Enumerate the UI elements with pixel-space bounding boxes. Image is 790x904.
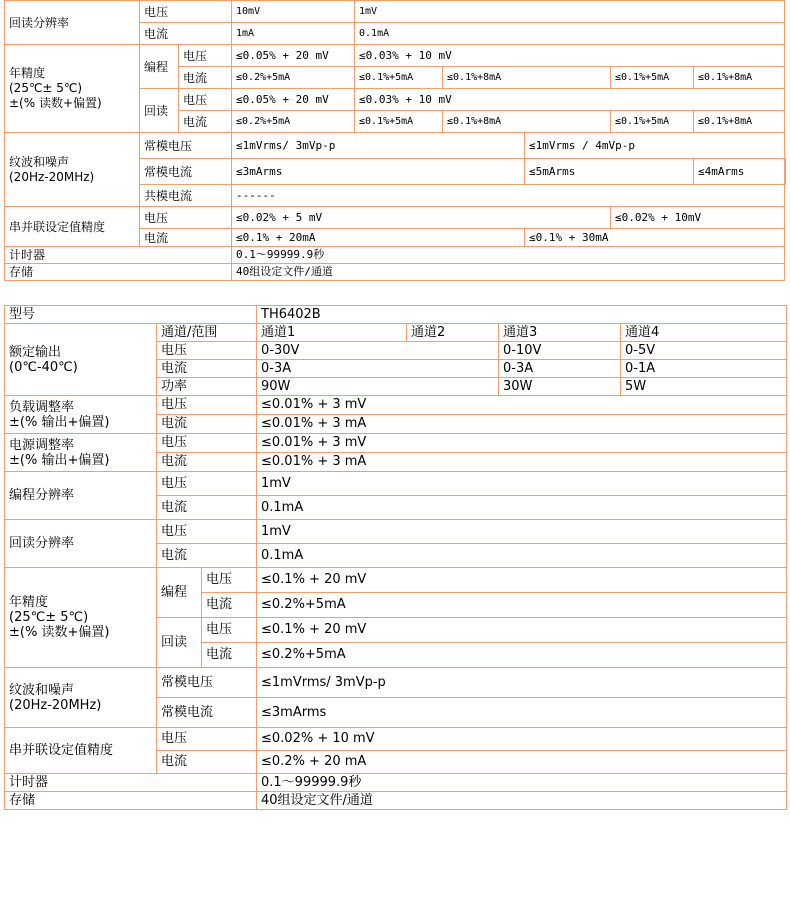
value-cell: 5W xyxy=(621,378,787,396)
value-cell: 0.1mA xyxy=(257,544,787,568)
value-cell: ≤0.2%+5mA xyxy=(232,111,355,133)
value-cell: 1mV xyxy=(355,1,785,23)
label-line: ±(% 读数+偏置) xyxy=(9,625,110,640)
value-cell: ≤0.01% + 3 mA xyxy=(257,415,787,434)
value-cell: 90W xyxy=(257,378,499,396)
param-current: 电流 xyxy=(157,360,257,378)
label-line: ±(% 输出+偏置) xyxy=(9,452,110,468)
sub-label-readback: 回读 xyxy=(140,89,179,133)
value-cell: ≤0.1% + 20mA xyxy=(232,229,525,247)
table-row xyxy=(5,264,786,281)
value-cell: 0.1mA xyxy=(355,23,785,45)
channel-1-header: 通道1 xyxy=(257,324,407,342)
param-voltage: 电压 xyxy=(157,728,257,751)
param-voltage: 电压 xyxy=(202,618,257,643)
table-row xyxy=(5,774,787,792)
channel-2-header: 通道2 xyxy=(407,324,499,342)
param-current: 电流 xyxy=(140,23,232,45)
param-voltage: 电压 xyxy=(157,520,257,544)
table-row xyxy=(5,434,787,453)
value-cell: ≤0.02% + 5 mV xyxy=(232,207,611,229)
row-label-readback-resolution: 回读分辨率 xyxy=(5,1,140,45)
param-voltage: 电压 xyxy=(140,1,232,23)
value-cell: ≤1mVrms / 4mVp-p xyxy=(525,133,785,159)
table-row xyxy=(5,45,786,67)
value-cell: 0-3A xyxy=(257,360,499,378)
label-line: ±(% 读数+偏置) xyxy=(9,96,102,110)
label-line: (20Hz-20MHz) xyxy=(9,697,102,713)
value-cell: 1mV xyxy=(257,472,787,496)
row-label-timer: 计时器 xyxy=(5,774,257,792)
label-line: 纹波和噪声 xyxy=(9,154,70,169)
value-cell: ≤3mArms xyxy=(257,698,787,728)
label-line: (25℃± 5℃) xyxy=(9,81,83,95)
param-cm-current: 常模电流 xyxy=(140,159,232,185)
table-row xyxy=(5,306,787,324)
param-voltage: 电压 xyxy=(140,207,232,229)
value-cell: ≤0.01% + 3 mV xyxy=(257,396,787,415)
sub-label-program: 编程 xyxy=(157,568,202,618)
value-cell: 0.1～99999.9秒 xyxy=(232,247,785,264)
row-label-series-parallel: 串并联设定值精度 xyxy=(5,207,140,247)
param-voltage: 电压 xyxy=(179,45,232,67)
value-cell: 0-3A xyxy=(499,360,621,378)
row-label-rated-output xyxy=(5,324,157,396)
param-voltage: 电压 xyxy=(157,396,257,415)
param-voltage: 电压 xyxy=(157,434,257,453)
label-line: 额定输出 xyxy=(9,344,62,360)
row-label-series-parallel: 串并联设定值精度 xyxy=(5,728,157,774)
model-value: TH6402B xyxy=(257,306,787,324)
value-cell: ≤0.1% + 30mA xyxy=(525,229,785,247)
param-current: 电流 xyxy=(140,229,232,247)
value-cell: 40组设定文件/通道 xyxy=(257,792,787,810)
value-cell: ≤0.1%+8mA xyxy=(694,67,785,89)
value-cell: ≤4mArms xyxy=(694,159,785,185)
label-line: (20Hz-20MHz) xyxy=(9,169,95,184)
row-label-load-regulation xyxy=(5,396,157,434)
param-current: 电流 xyxy=(157,453,257,472)
param-voltage: 电压 xyxy=(157,342,257,360)
value-cell: 0-1A xyxy=(621,360,787,378)
label-line: 纹波和噪声 xyxy=(9,682,75,698)
sub-label-readback: 回读 xyxy=(157,618,202,668)
param-voltage: 电压 xyxy=(179,89,232,111)
value-cell: 1mV xyxy=(257,520,787,544)
row-label-line-regulation xyxy=(5,434,157,472)
value-cell: ≤0.01% + 3 mA xyxy=(257,453,787,472)
param-current: 电流 xyxy=(157,751,257,774)
value-cell: 0.1mA xyxy=(257,496,787,520)
value-cell: 0-10V xyxy=(499,342,621,360)
value-cell: ≤1mVrms/ 3mVp-p xyxy=(232,133,525,159)
table-row xyxy=(5,728,787,751)
param-current: 电流 xyxy=(202,643,257,668)
row-label-model: 型号 xyxy=(5,306,257,324)
spec-table-th6402b xyxy=(4,305,787,810)
table-row xyxy=(5,396,787,415)
table-row xyxy=(5,668,787,698)
table-row xyxy=(5,207,786,229)
value-cell: ≤0.1%+5mA xyxy=(355,111,443,133)
value-cell: ≤0.1%+5mA xyxy=(611,111,694,133)
value-cell: ≤3mArms xyxy=(232,159,525,185)
table-row xyxy=(5,792,787,810)
value-cell: ≤0.1%+8mA xyxy=(443,67,611,89)
table-row xyxy=(5,568,787,593)
param-current: 电流 xyxy=(179,67,232,89)
value-cell: ≤0.2%+5mA xyxy=(257,593,787,618)
table-row xyxy=(5,133,786,159)
row-label-timer: 计时器 xyxy=(5,247,232,264)
param-cm-voltage: 常模电压 xyxy=(140,133,232,159)
param-power: 功率 xyxy=(157,378,257,396)
value-cell: ≤0.1%+5mA xyxy=(611,67,694,89)
table-row xyxy=(5,247,786,264)
row-label-annual-accuracy xyxy=(5,45,140,133)
value-cell: ≤1mVrms/ 3mVp-p xyxy=(257,668,787,698)
label-line: 电源调整率 xyxy=(9,437,75,453)
value-cell xyxy=(785,159,786,185)
table-row xyxy=(5,324,787,342)
channel-3-header: 通道3 xyxy=(499,324,621,342)
param-current: 电流 xyxy=(157,496,257,520)
row-label-program-resolution: 编程分辨率 xyxy=(5,472,157,520)
channel-range-header: 通道/范围 xyxy=(157,324,257,342)
table-row xyxy=(5,520,787,544)
table-row xyxy=(5,472,787,496)
value-cell: ≤0.1% + 20 mV xyxy=(257,618,787,643)
value-cell: ≤0.2%+5mA xyxy=(257,643,787,668)
param-voltage: 电压 xyxy=(157,472,257,496)
value-cell: ≤0.1%+8mA xyxy=(694,111,785,133)
label-line: (0℃-40℃) xyxy=(9,359,78,375)
value-cell: ≤0.1%+5mA xyxy=(355,67,443,89)
table-row xyxy=(5,1,786,23)
row-label-ripple-noise xyxy=(5,668,157,728)
row-label-readback-resolution: 回读分辨率 xyxy=(5,520,157,568)
param-current: 电流 xyxy=(157,544,257,568)
param-cm-current: 常模电流 xyxy=(157,698,257,728)
value-cell: ≤0.02% + 10mV xyxy=(611,207,785,229)
spec-table-top xyxy=(4,0,786,281)
param-voltage: 电压 xyxy=(202,568,257,593)
value-cell: ≤5mArms xyxy=(525,159,694,185)
param-current: 电流 xyxy=(157,415,257,434)
label-line: 负载调整率 xyxy=(9,399,75,415)
value-cell: 0-5V xyxy=(621,342,787,360)
value-cell: ≤0.2% + 20 mA xyxy=(257,751,787,774)
value-cell: ≤0.1%+8mA xyxy=(443,111,611,133)
value-cell: 30W xyxy=(499,378,621,396)
value-cell: 0-30V xyxy=(257,342,499,360)
value-cell: 40组设定文件/通道 xyxy=(232,264,785,281)
value-cell: 10mV xyxy=(232,1,355,23)
param-current: 电流 xyxy=(179,111,232,133)
sub-label-program: 编程 xyxy=(140,45,179,89)
param-cm-voltage: 常模电压 xyxy=(157,668,257,698)
value-cell: ------ xyxy=(232,185,785,207)
value-cell: 1mA xyxy=(232,23,355,45)
label-line: 年精度 xyxy=(9,66,46,80)
row-label-ripple-noise xyxy=(5,133,140,207)
param-current: 电流 xyxy=(202,593,257,618)
value-cell: ≤0.02% + 10 mV xyxy=(257,728,787,751)
value-cell: ≤0.05% + 20 mV xyxy=(232,45,355,67)
value-cell: ≤0.03% + 10 mV xyxy=(355,89,785,111)
value-cell: ≤0.2%+5mA xyxy=(232,67,355,89)
value-cell: ≤0.05% + 20 mV xyxy=(232,89,355,111)
value-cell: ≤0.01% + 3 mV xyxy=(257,434,787,453)
channel-4-header: 通道4 xyxy=(621,324,787,342)
value-cell: ≤0.03% + 10 mV xyxy=(355,45,785,67)
param-common-current: 共模电流 xyxy=(140,185,232,207)
value-cell: 0.1～99999.9秒 xyxy=(257,774,787,792)
label-line: (25℃± 5℃) xyxy=(9,610,89,625)
value-cell: ≤0.1% + 20 mV xyxy=(257,568,787,593)
row-label-storage: 存储 xyxy=(5,792,257,810)
row-label-annual-accuracy xyxy=(5,568,157,668)
label-line: 年精度 xyxy=(9,595,49,610)
row-label-storage: 存储 xyxy=(5,264,232,281)
label-line: ±(% 输出+偏置) xyxy=(9,414,110,430)
